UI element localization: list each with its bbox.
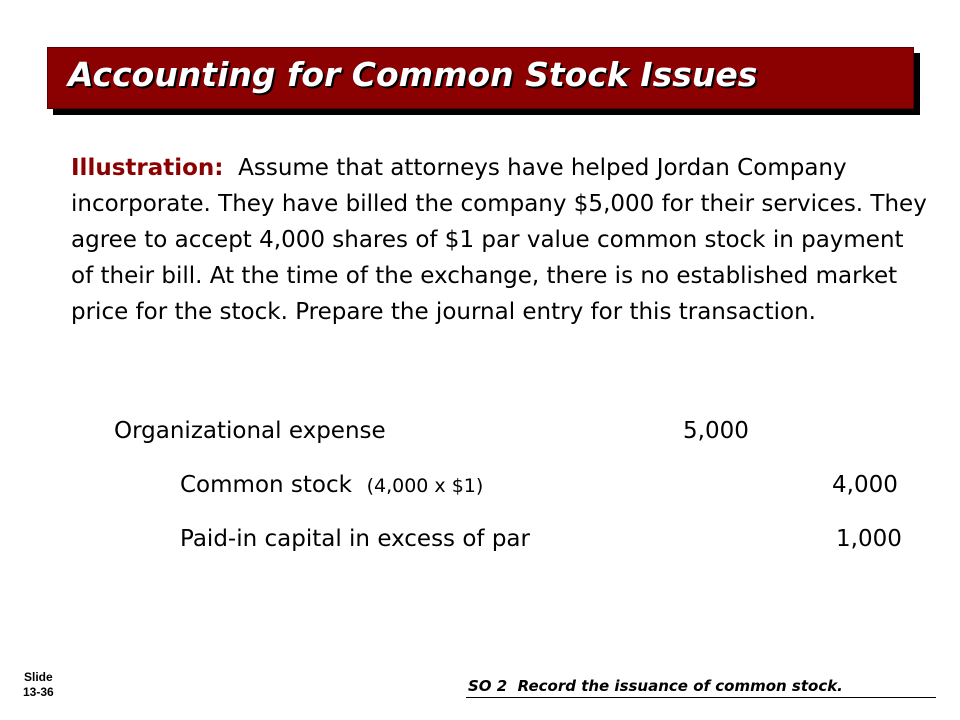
objective-underline [466,697,936,698]
credit-paid-in-capital-account: Paid-in capital in excess of par [180,526,530,552]
credit-common-stock-account: Common stock [180,472,352,498]
slide-number-label [23,670,54,700]
illustration-label: Illustration: [71,155,224,181]
credit-common-stock-note: (4,000 x $1) [366,475,484,497]
debit-account: Organizational expense [114,418,386,444]
credit-common-stock [180,472,483,498]
debit-amount: 5,000 [683,418,749,444]
credit-paid-in-capital-amount: 1,000 [836,526,902,552]
illustration-block [71,150,931,330]
illustration-text: Assume that attorneys have helped Jordan Company incorporate. They have billed the company $5,000 for their services. They agree to accept 4,000 shares of $1 par value common stock in payment of their bill. At the time of the exchange, there is no established market price for the stock. Prepare the journal entry for this transaction. [71,155,927,325]
credit-common-stock-amount: 4,000 [832,472,898,498]
title-banner [47,47,914,109]
study-objective: SO 2 Record the issuance of common stock. [468,677,843,695]
slide-title: Accounting for Common Stock Issues [68,55,758,94]
illustration-paragraph [71,150,931,330]
slide-word: Slide [24,670,53,684]
slide-number: 13-36 [23,685,54,699]
